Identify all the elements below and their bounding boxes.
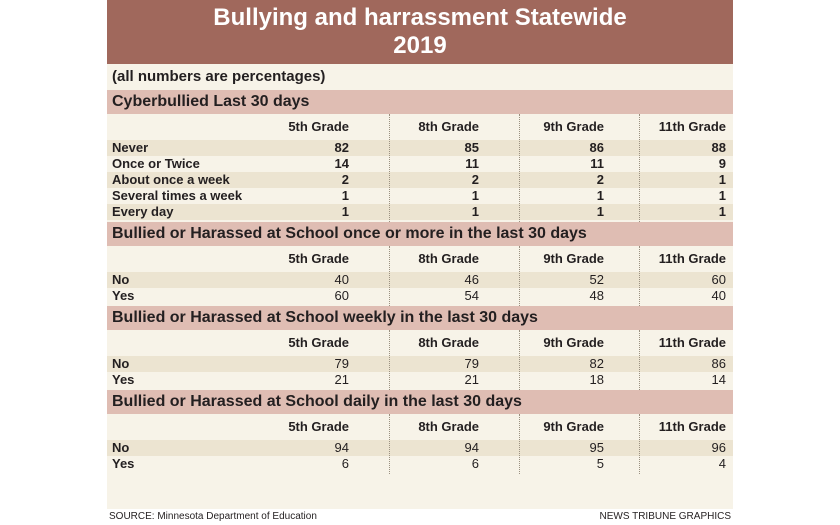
cell-value: 60 xyxy=(711,272,726,287)
row-label: Never xyxy=(112,140,149,155)
cell-value: 52 xyxy=(589,272,604,287)
cell-value: 6 xyxy=(471,456,479,471)
table-section xyxy=(107,90,733,222)
cell-value: 1 xyxy=(471,188,479,203)
cell-value: 79 xyxy=(334,356,349,371)
cell-value: 86 xyxy=(589,140,604,155)
grade-header: 8th Grade xyxy=(418,119,479,134)
grade-header: 9th Grade xyxy=(543,119,604,134)
cell-value: 79 xyxy=(464,356,479,371)
row-label: Yes xyxy=(112,372,135,387)
row-label: Every day xyxy=(112,204,174,219)
graphics-credit: NEWS TRIBUNE GRAPHICS xyxy=(599,511,731,522)
table-section xyxy=(107,222,733,306)
row-label: No xyxy=(112,440,130,455)
grade-header: 9th Grade xyxy=(543,335,604,350)
grade-header: 11th Grade xyxy=(658,251,726,266)
cell-value: 1 xyxy=(341,204,349,219)
row-label: Yes xyxy=(112,288,135,303)
source-credit: SOURCE: Minnesota Department of Education xyxy=(109,511,317,522)
cell-value: 82 xyxy=(334,140,349,155)
column-divider xyxy=(519,114,520,222)
column-divider xyxy=(639,330,640,390)
cell-value: 1 xyxy=(596,204,604,219)
cell-value: 95 xyxy=(589,440,604,455)
units-note: (all numbers are percentages) xyxy=(112,68,326,85)
title-line-1: Bullying and harrassment Statewide xyxy=(213,4,627,31)
column-divider xyxy=(639,114,640,222)
row-label: Yes xyxy=(112,456,135,471)
column-divider xyxy=(519,330,520,390)
grade-header: 9th Grade xyxy=(543,251,604,266)
title-line-2: 2019 xyxy=(393,32,447,59)
cell-value: 4 xyxy=(718,456,726,471)
cell-value: 94 xyxy=(334,440,349,455)
cell-value: 1 xyxy=(718,172,726,187)
cell-value: 40 xyxy=(334,272,349,287)
cell-value: 14 xyxy=(334,156,349,171)
cell-value: 21 xyxy=(464,372,479,387)
grade-header: 8th Grade xyxy=(418,251,479,266)
grade-header: 8th Grade xyxy=(418,419,479,434)
section-title: Bullied or Harassed at School weekly in the last 30 days xyxy=(107,306,733,330)
section-title: Bullied or Harassed at School daily in the last 30 days xyxy=(107,390,733,414)
title-banner xyxy=(107,0,733,64)
grade-header: 8th Grade xyxy=(418,335,479,350)
cell-value: 54 xyxy=(464,288,479,303)
column-divider xyxy=(639,246,640,306)
cell-value: 60 xyxy=(334,288,349,303)
cell-value: 86 xyxy=(711,356,726,371)
cell-value: 85 xyxy=(464,140,479,155)
tables-container xyxy=(107,90,733,474)
row-label: Once or Twice xyxy=(112,156,200,171)
cell-value: 88 xyxy=(711,140,726,155)
footer xyxy=(107,509,733,525)
section-title: Cyberbullied Last 30 days xyxy=(107,90,733,114)
cell-value: 1 xyxy=(718,188,726,203)
cell-value: 2 xyxy=(341,172,349,187)
column-divider xyxy=(639,414,640,474)
cell-value: 1 xyxy=(596,188,604,203)
grade-header: 5th Grade xyxy=(288,419,349,434)
table-section xyxy=(107,306,733,390)
cell-value: 18 xyxy=(589,372,604,387)
cell-value: 94 xyxy=(464,440,479,455)
column-divider xyxy=(389,246,390,306)
cell-value: 11 xyxy=(465,156,479,171)
grade-header: 5th Grade xyxy=(288,119,349,134)
row-label: No xyxy=(112,356,130,371)
cell-value: 48 xyxy=(589,288,604,303)
cell-value: 1 xyxy=(341,188,349,203)
column-divider xyxy=(519,246,520,306)
row-label: About once a week xyxy=(112,172,230,187)
grade-header: 11th Grade xyxy=(658,419,726,434)
cell-value: 2 xyxy=(471,172,479,187)
cell-value: 82 xyxy=(589,356,604,371)
grade-header: 5th Grade xyxy=(288,251,349,266)
cell-value: 5 xyxy=(596,456,604,471)
infographic xyxy=(107,0,733,525)
cell-value: 96 xyxy=(711,440,726,455)
grade-header: 5th Grade xyxy=(288,335,349,350)
section-title: Bullied or Harassed at School once or more in the last 30 days xyxy=(107,222,733,246)
table-section xyxy=(107,390,733,474)
cell-value: 14 xyxy=(711,372,726,387)
cell-value: 1 xyxy=(718,204,726,219)
grade-header: 11th Grade xyxy=(658,119,726,134)
cell-value: 46 xyxy=(464,272,479,287)
cell-value: 6 xyxy=(341,456,349,471)
column-divider xyxy=(389,330,390,390)
grade-header: 9th Grade xyxy=(543,419,604,434)
column-divider xyxy=(389,114,390,222)
cell-value: 2 xyxy=(596,172,604,187)
grade-header: 11th Grade xyxy=(658,335,726,350)
cell-value: 11 xyxy=(590,156,604,171)
cell-value: 9 xyxy=(718,156,726,171)
cell-value: 21 xyxy=(334,372,349,387)
column-divider xyxy=(389,414,390,474)
row-label: Several times a week xyxy=(112,188,243,203)
column-divider xyxy=(519,414,520,474)
cell-value: 40 xyxy=(711,288,726,303)
cell-value: 1 xyxy=(471,204,479,219)
row-label: No xyxy=(112,272,130,287)
